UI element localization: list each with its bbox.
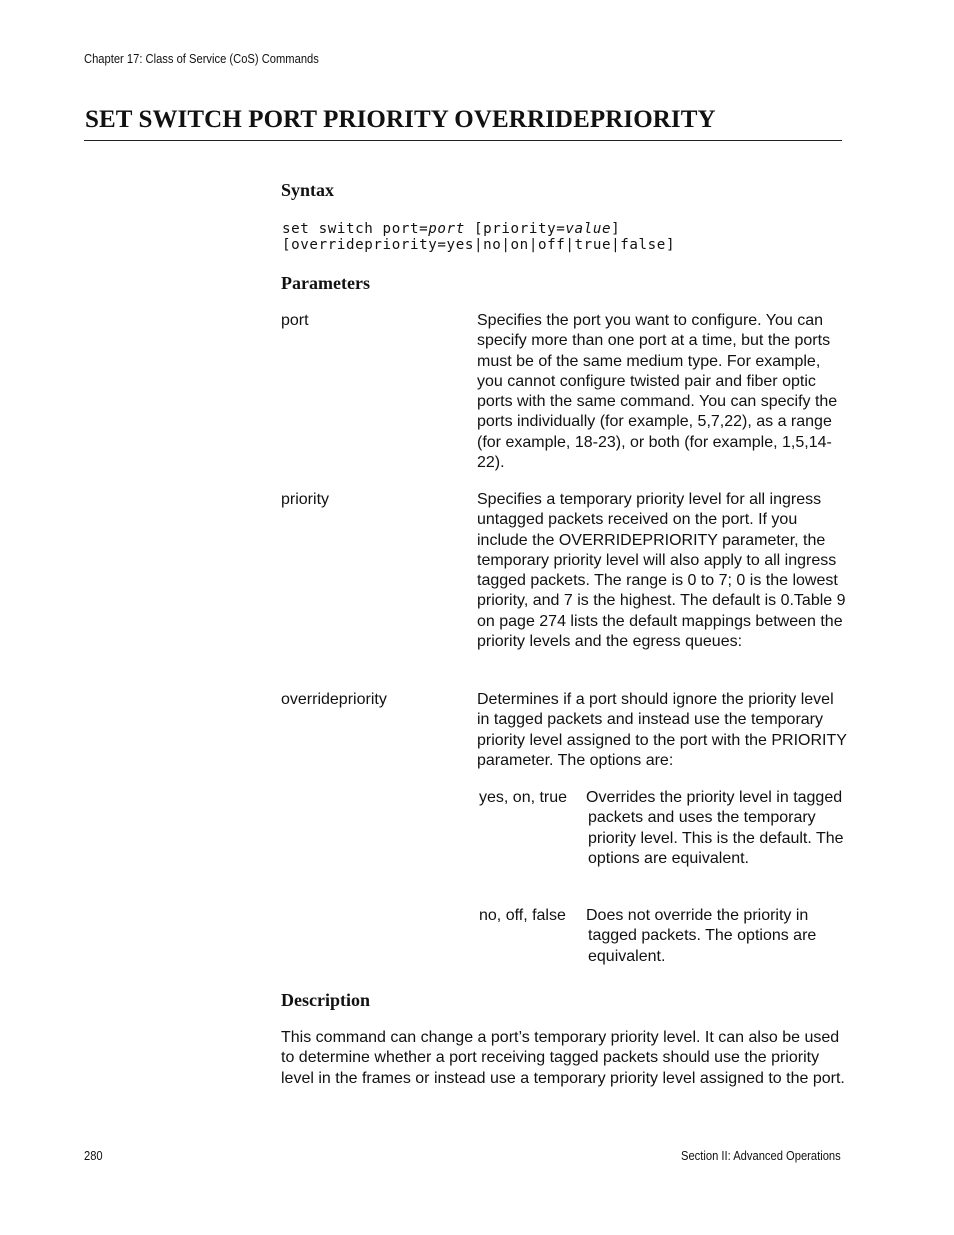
description-heading: Description	[281, 990, 370, 1010]
syntax-text: [priority=	[464, 221, 566, 237]
syntax-text: ]	[611, 221, 621, 237]
option-desc-yes: Overrides the priority level in tagged packets and uses the temporary priority level. This is the default. The options are equivalent.	[586, 789, 844, 867]
syntax-port-placeholder: port	[428, 221, 465, 237]
running-header: Chapter 17: Class of Service (CoS) Commands	[84, 51, 319, 66]
syntax-heading: Syntax	[281, 180, 335, 200]
option-desc-no: Does not override the priority in tagged packets. The options are equivalent.	[586, 907, 817, 965]
page-title: SET SWITCH PORT PRIORITY OVERRIDEPRIORITY	[85, 106, 716, 133]
syntax-line-2: [overridepriority=yes|no|on|off|true|false]	[282, 237, 676, 253]
syntax-line-1	[282, 221, 620, 237]
page-number: 280	[84, 1148, 103, 1163]
param-name-port: port	[281, 312, 309, 329]
footer-section: Section II: Advanced Operations	[681, 1148, 841, 1163]
parameters-heading: Parameters	[281, 273, 370, 293]
title-rule	[84, 140, 842, 141]
param-name-overridepriority: overridepriority	[281, 691, 387, 708]
param-desc-port: Specifies the port you want to configure. You can specify more than one port at a time, but the ports must be of the same medium type. For example, you cannot configure twisted pair and fiber optic ports with the same command. You can specify the ports individually (for example, 5,7,22), as a range (for example, 18-23), or both (for example, 1,5,14-22).	[477, 312, 838, 472]
param-name-priority: priority	[281, 491, 330, 508]
option-name-no: no, off, false	[479, 907, 566, 924]
param-desc-priority: Specifies a temporary priority level for all ingress untagged packets received on the port. If you include the OVERRIDEPRIORITY parameter, the temporary priority level will also apply to all ingress tagged packets. The range is 0 to 7; 0 is the lowest priority, and 7 is the highest. The default is 0.Table 9 on page 274 lists the default mappings between the priority levels and the egress queues:	[477, 491, 846, 651]
syntax-text: set switch port=	[282, 221, 429, 237]
description-text: This command can change a port’s temporary priority level. It can also be used to determine whether a port receiving tagged packets should use the priority level in the frames or instead use a temporary priority level assigned to the port.	[281, 1029, 845, 1087]
syntax-value-placeholder: value	[565, 221, 612, 237]
param-desc-overridepriority: Determines if a port should ignore the priority level in tagged packets and instead use the temporary priority level assigned to the port with the PRIORITY parameter. The options are:	[477, 691, 847, 769]
option-name-yes: yes, on, true	[479, 789, 568, 806]
